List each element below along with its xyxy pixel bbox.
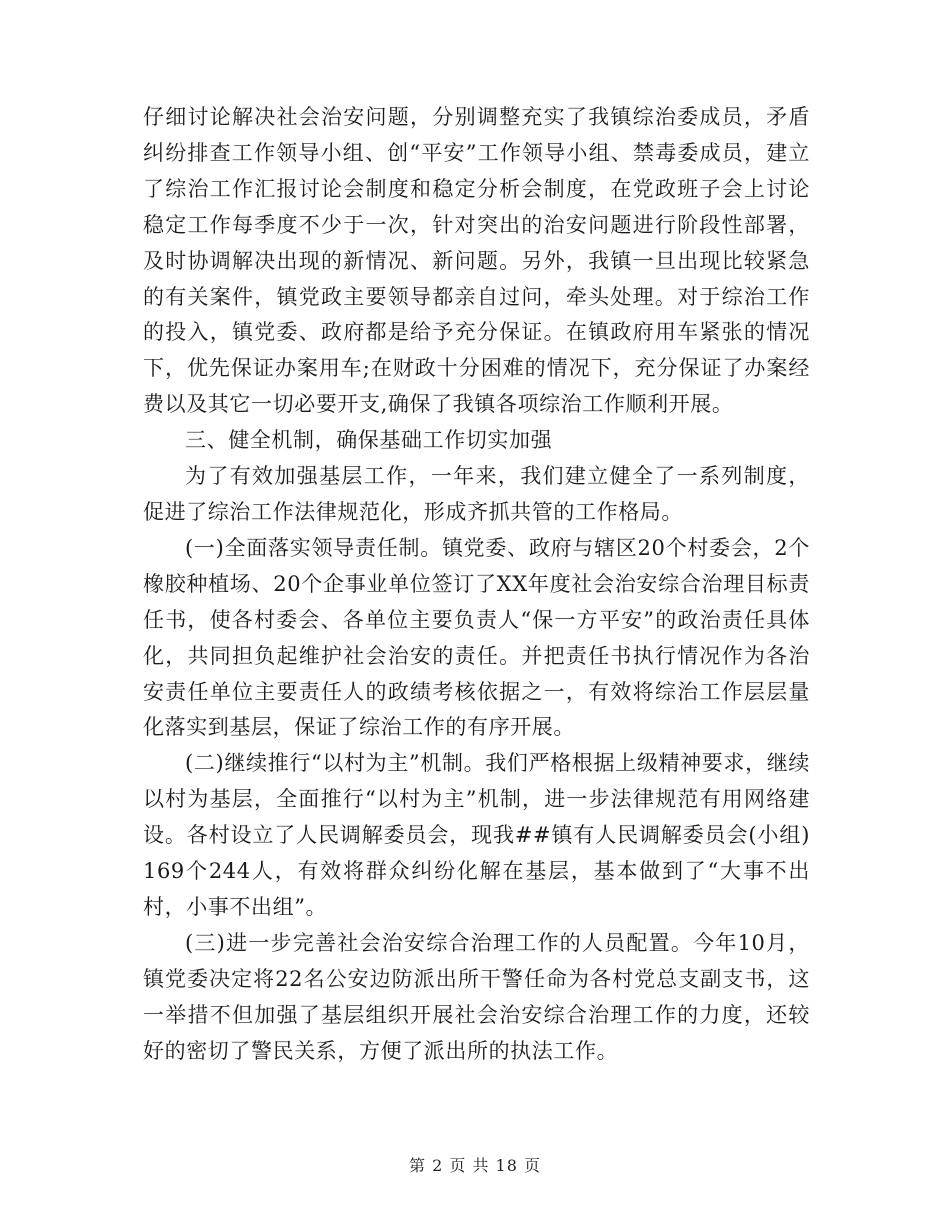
page-footer <box>0 1153 950 1176</box>
page-number-label: 第 2 页 共 18 页 <box>409 1156 541 1175</box>
section-heading-3: 三、健全机制，确保基础工作切实加强 <box>185 428 553 453</box>
paragraph-item-3: (三)进一步完善社会治安综合治理工作的人员配置。今年10月，镇党委决定将22名公安边防派出所干警任命为各村党总支副支书，这一举措不但加强了基层组织开展社会治安综合治理工作的力度，还较好的密切了警民关系，方便了派出所的执法工作。 <box>143 930 810 1063</box>
document-body <box>143 100 810 1069</box>
paragraph-item-1: (一)全面落实领导责任制。镇党委、政府与辖区20个村委会，2个橡胶种植场、20个企事业单位签订了XX年度社会治安综合治理目标责任书，使各村委会、各单位主要负责人“保一方平安”的政治责任具体化，共同担负起维护社会治安的责任。并把责任书执行情况作为各治安责任单位主要责任人的政绩考核依据之一，有效将综治工作层层量化落实到基层，保证了综治工作的有序开展。 <box>143 535 810 740</box>
paragraph-continuation: 仔细讨论解决社会治安问题，分别调整充实了我镇综治委成员，矛盾纠纷排查工作领导小组、创“平安”工作领导小组、禁毒委成员，建立了综治工作汇报讨论会制度和稳定分析会制度，在党政班子会上讨论稳定工作每季度不少于一次，针对突出的治安问题进行阶段性部署，及时协调解决出现的新情况、新问题。另外，我镇一旦出现比较紧急的有关案件，镇党政主要领导都亲自过问，牵头处理。对于综治工作的投入，镇党委、政府都是给予充分保证。在镇政府用车紧张的情况下，优先保证办案用车;在财政十分困难的情况下，充分保证了办案经费以及其它一切必要开支,确保了我镇各项综治工作顺利开展。 <box>143 105 810 417</box>
paragraph-intro: 为了有效加强基层工作，一年来，我们建立健全了一系列制度，促进了综治工作法律规范化，形成齐抓共管的工作格局。 <box>143 464 810 524</box>
paragraph-item-2: (二)继续推行“以村为主”机制。我们严格根据上级精神要求，继续以村为基层，全面推行“以村为主”机制，进一步法律规范有用网络建设。各村设立了人民调解委员会，现我##镇有人民调解委员会(小组)169个244人，有效将群众纠纷化解在基层，基本做到了“大事不出村，小事不出组”。 <box>143 751 810 919</box>
